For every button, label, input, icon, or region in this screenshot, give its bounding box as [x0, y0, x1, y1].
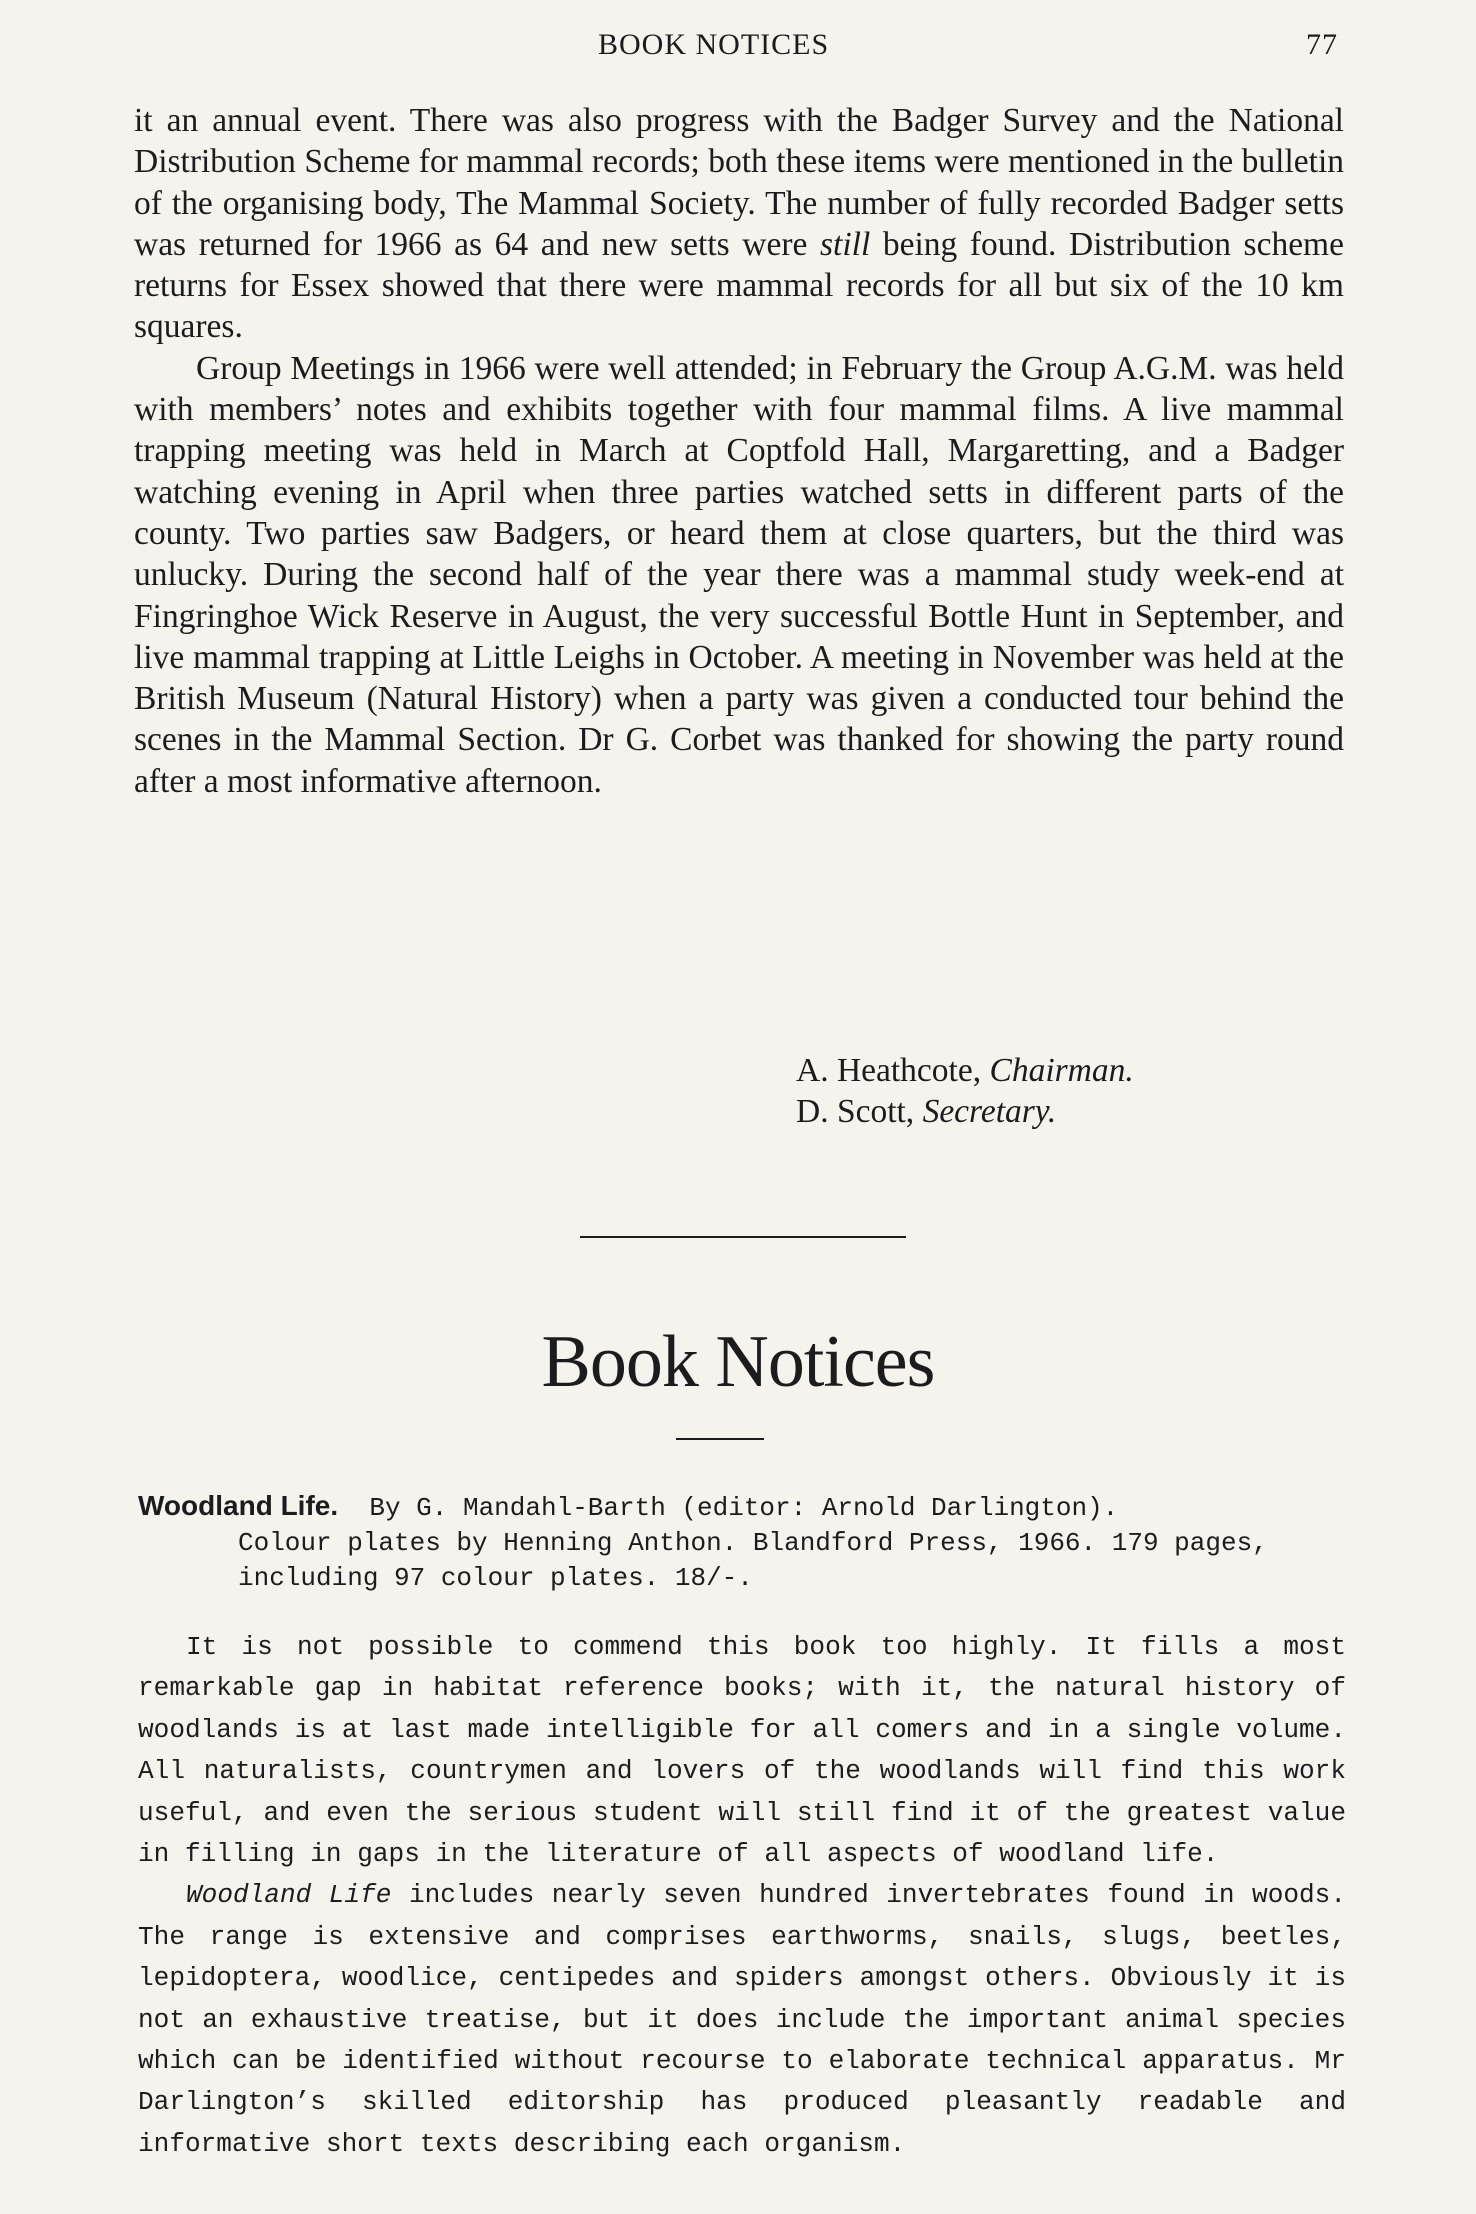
- signature-chairman: A. Heathcote, Chairman.: [796, 1052, 1134, 1089]
- report-text: [134, 100, 1344, 802]
- review-text: [138, 1627, 1346, 2165]
- book-entry-line-3: including 97 colour plates. 18/-.: [238, 1563, 753, 1593]
- running-head-title: BOOK NOTICES: [598, 28, 830, 61]
- report-paragraph-1: it an annual event. There was also progress with the Badger Survey and the National Distribution Scheme for mammal records; both these items were mentioned in the bulletin of the organising body, The Mammal Society. The number of fully recorded Badger setts was returned for 1966 as 64 and new setts were still being found. Distribution scheme returns for Essex showed that there were mammal records for all but six of the 10 km squares.: [134, 102, 1344, 346]
- review-paragraph-2: Woodland Life includes nearly seven hundred invertebrates found in woods. The range is extensive and comprises earthworms, snails, slugs, beetles, lepidoptera, woodlice, centipedes and spiders amongst others. Obviously it is not an exhaustive treatise, but it does include the important animal species which can be identified without recourse to elaborate technical apparatus. Mr Darlington’s skilled editorship has produced pleasantly readable and informative short texts describing each organism.: [138, 1880, 1346, 2159]
- emphasis: still: [819, 225, 871, 263]
- heading-underline-rule: [676, 1438, 764, 1440]
- signatures: [796, 1050, 1134, 1132]
- section-divider-rule: [580, 1236, 906, 1238]
- section-heading: Book Notices: [541, 1321, 935, 1403]
- emphasis: Woodland Life: [186, 1880, 392, 1911]
- signature-secretary: D. Scott, Secretary.: [796, 1093, 1057, 1130]
- review-paragraph-1: It is not possible to commend this book too highly. It fills a most remarkable gap in habitat reference books; with it, the natural history of woodlands is at last made intelligible for all comers and in a single volume. All naturalists, countrymen and lovers of the woodlands will find this work useful, and even the serious student will still find it of the greatest value in filling in gaps in the literature of all aspects of woodland life.: [138, 1632, 1346, 1870]
- book-title: Woodland Life.: [138, 1490, 339, 1521]
- book-entry: [138, 1488, 1346, 1596]
- report-paragraph-2: Group Meetings in 1966 were well attended; in February the Group A.G.M. was held with members’ notes and exhibits together with four mammal films. A live mammal trapping meeting was held in March at Coptfold Hall, Margaretting, and a Badger watching evening in April when three parties watched setts in different parts of the county. Two parties saw Badgers, or heard them at close quarters, but the third was unlucky. During the second half of the year there was a mammal study week-end at Fingringhoe Wick Reserve in August, the very successful Bottle Hunt in September, and live mammal trapping at Little Leighs in October. A meeting in November was held at the British Museum (Natural History) when a party was given a conducted tour behind the scenes in the Mammal Section. Dr G. Corbet was thanked for showing the party round after a most informative afternoon.: [134, 349, 1344, 800]
- book-entry-line-1: Woodland Life. By G. Mandahl-Barth (editor: Arnold Darlington).: [138, 1490, 1119, 1523]
- page-number: 77: [1306, 28, 1338, 61]
- book-entry-line-2: Colour plates by Henning Anthon. Blandford Press, 1966. 179 pages,: [238, 1528, 1268, 1558]
